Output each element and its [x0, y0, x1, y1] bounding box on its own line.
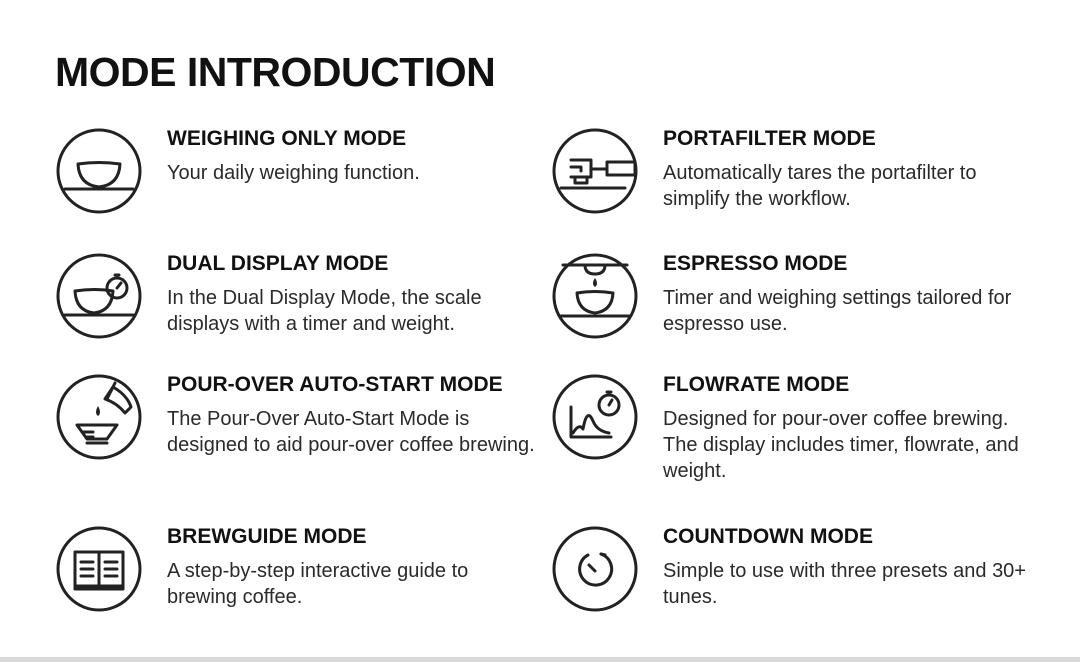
- espresso-drip-icon: [551, 252, 639, 340]
- mode-description: Your daily weighing function.: [167, 162, 420, 184]
- mode-name: ESPRESSO MODE: [663, 252, 848, 275]
- page-title: MODE INTRODUCTION: [55, 49, 496, 95]
- countdown-timer-icon: [551, 525, 639, 613]
- mode-name: PORTAFILTER MODE: [663, 127, 876, 150]
- mode-description: Designed for pour-over coffee brewing. The display includes timer, flowrate, and weight.: [663, 408, 1019, 482]
- pour-over-kettle-icon: [55, 373, 143, 461]
- open-book-icon: [55, 525, 143, 613]
- bowl-with-timer-icon: [55, 252, 143, 340]
- flowrate-graph-icon: [551, 373, 639, 461]
- mode-name: COUNTDOWN MODE: [663, 525, 873, 548]
- mode-description: A step-by-step interactive guide to brewing coffee.: [167, 560, 469, 608]
- mode-description: The Pour-Over Auto-Start Mode is designed to aid pour-over coffee brewing.: [167, 408, 535, 456]
- bowl-on-scale-icon: [55, 127, 143, 215]
- portafilter-icon: [551, 127, 639, 215]
- mode-name: FLOWRATE MODE: [663, 373, 850, 396]
- mode-name: DUAL DISPLAY MODE: [167, 252, 389, 275]
- bottom-divider: [0, 657, 1080, 662]
- mode-description: Simple to use with three presets and 30+ tunes.: [663, 560, 1026, 608]
- mode-name: BREWGUIDE MODE: [167, 525, 367, 548]
- mode-name: WEIGHING ONLY MODE: [167, 127, 407, 150]
- mode-description: Automatically tares the portafilter to simplify the workflow.: [663, 162, 977, 210]
- mode-name: POUR-OVER AUTO-START MODE: [167, 373, 503, 396]
- mode-description: Timer and weighing settings tailored for espresso use.: [663, 287, 1012, 335]
- mode-description: In the Dual Display Mode, the scale displays with a timer and weight.: [167, 287, 482, 335]
